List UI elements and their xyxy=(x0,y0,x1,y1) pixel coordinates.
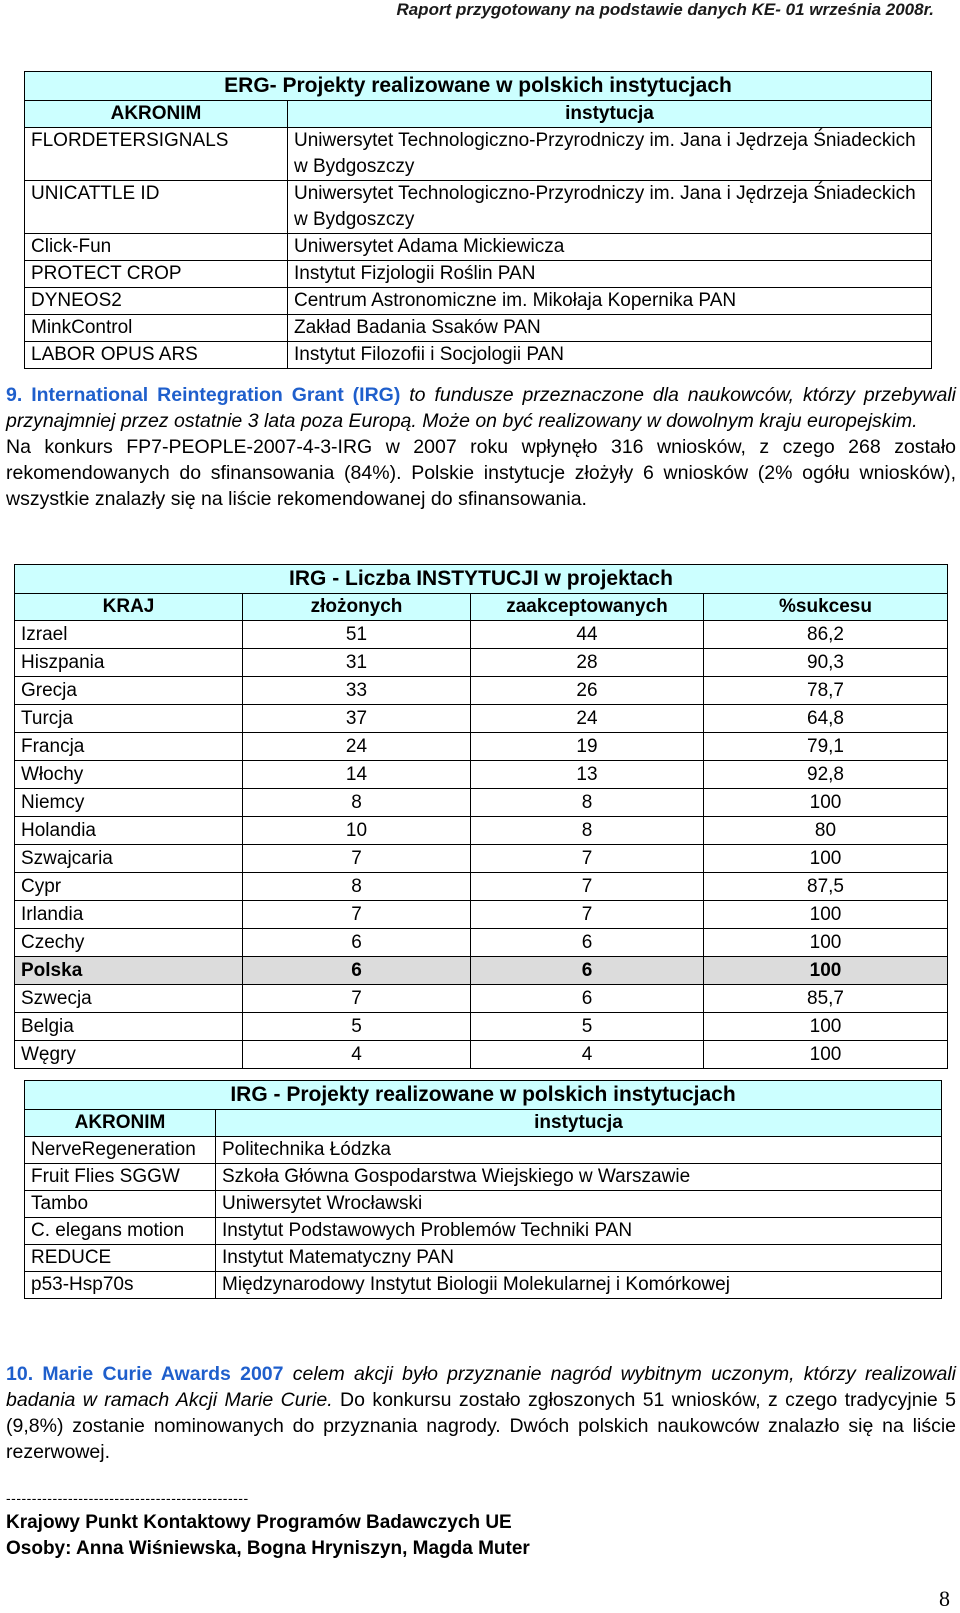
country-cell: Czechy xyxy=(15,929,243,957)
irg-col-accepted: zaakceptowanych xyxy=(471,594,704,621)
footer-people: Osoby: Anna Wiśniewska, Bogna Hryniszyn, Magda Muter xyxy=(6,1538,530,1559)
accepted-cell: 7 xyxy=(471,873,704,901)
table-row xyxy=(15,1041,948,1069)
success-cell: 100 xyxy=(704,929,948,957)
table-row xyxy=(15,845,948,873)
table-row xyxy=(15,873,948,901)
table-row xyxy=(25,288,932,315)
acronym-cell: LABOR OPUS ARS xyxy=(25,342,288,369)
accepted-cell: 6 xyxy=(471,957,704,985)
success-cell: 80 xyxy=(704,817,948,845)
institution-cell: Uniwersytet Wrocławski xyxy=(216,1191,942,1218)
country-cell: Irlandia xyxy=(15,901,243,929)
success-cell: 92,8 xyxy=(704,761,948,789)
submitted-cell: 7 xyxy=(243,985,471,1013)
country-cell: Holandia xyxy=(15,817,243,845)
submitted-cell: 31 xyxy=(243,649,471,677)
accepted-cell: 6 xyxy=(471,929,704,957)
country-cell: Niemcy xyxy=(15,789,243,817)
accepted-cell: 24 xyxy=(471,705,704,733)
success-cell: 100 xyxy=(704,1013,948,1041)
section-10-name: Marie Curie Awards 2007 xyxy=(42,1363,284,1385)
submitted-cell: 5 xyxy=(243,1013,471,1041)
irg-projects-table xyxy=(24,1080,942,1299)
country-cell: Cypr xyxy=(15,873,243,901)
table-row xyxy=(25,315,932,342)
submitted-cell: 33 xyxy=(243,677,471,705)
table-row xyxy=(15,761,948,789)
table-row xyxy=(25,1191,942,1218)
institution-cell: Zakład Badania Ssaków PAN xyxy=(288,315,932,342)
accepted-cell: 19 xyxy=(471,733,704,761)
page-number: 8 xyxy=(939,1586,950,1611)
irg-col-acronym: AKRONIM xyxy=(25,1110,216,1137)
erg-col-acronym: AKRONIM xyxy=(25,101,288,128)
submitted-cell: 10 xyxy=(243,817,471,845)
success-cell: 90,3 xyxy=(704,649,948,677)
section-9-body: Na konkurs FP7-PEOPLE-2007-4-3-IRG w 2007 roku wpłynęło 316 wniosków, z czego 268 zostało rekomendowanych do sfinansowania (84%). Polskie instytucje złożyły 6 wniosków (2% ogółu wniosków), wszystkie znalazły się na liście rekomendowanej do sfinansowania. xyxy=(6,436,956,510)
success-cell: 85,7 xyxy=(704,985,948,1013)
table-row xyxy=(15,957,948,985)
irg-col-submitted: złożonych xyxy=(243,594,471,621)
acronym-cell: C. elegans motion xyxy=(25,1218,216,1245)
table-row xyxy=(15,733,948,761)
accepted-cell: 5 xyxy=(471,1013,704,1041)
erg-table-body xyxy=(25,128,932,369)
institution-cell: Instytut Matematyczny PAN xyxy=(216,1245,942,1272)
page-header: Raport przygotowany na podstawie danych KE- 01 września 2008r. xyxy=(396,0,934,19)
institution-cell: Uniwersytet Technologiczno-Przyrodniczy im. Jana i Jędrzeja Śniadeckich w Bydgoszczy xyxy=(288,128,932,181)
country-cell: Turcja xyxy=(15,705,243,733)
success-cell: 100 xyxy=(704,901,948,929)
submitted-cell: 8 xyxy=(243,789,471,817)
institution-cell: Politechnika Łódzka xyxy=(216,1137,942,1164)
table-row xyxy=(25,1245,942,1272)
country-cell: Francja xyxy=(15,733,243,761)
section-9-description: to fundusze przeznaczone dla naukowców, którzy przebywali przynajmniej przez ostatnie 3 lata poza Europą. Może on być realizowany w dowolnym kraju europejskim. xyxy=(6,384,957,432)
table-row xyxy=(15,705,948,733)
accepted-cell: 8 xyxy=(471,789,704,817)
acronym-cell: p53-Hsp70s xyxy=(25,1272,216,1299)
section-10-body: Do konkursu zostało zgłoszonych 51 wniosków, z czego tradycyjnie 5 (9,8%) zostanie nominowanych do przyznania nagrody. Dwóch polskich naukowców znalazło się na liście rezerwowej. xyxy=(6,1389,956,1463)
institution-cell: Międzynarodowy Instytut Biologii Molekularnej i Komórkowej xyxy=(216,1272,942,1299)
section-10-description: celem akcji było przyznanie nagród wybitnym uczonym, którzy realizowali badania w ramach Akcji Marie Curie. xyxy=(6,1363,956,1411)
erg-table-title: ERG- Projekty realizowane w polskich instytucjach xyxy=(25,72,932,101)
table-row xyxy=(15,677,948,705)
irg-col-institution: instytucja xyxy=(216,1110,942,1137)
success-cell: 100 xyxy=(704,845,948,873)
irg-stats-body xyxy=(15,621,948,1069)
irg-table-title: IRG - Projekty realizowane w polskich instytucjach xyxy=(25,1081,942,1110)
success-cell: 78,7 xyxy=(704,677,948,705)
irg-stats-table xyxy=(14,564,948,1069)
irg-col-country: KRAJ xyxy=(15,594,243,621)
table-row xyxy=(15,901,948,929)
acronym-cell: PROTECT CROP xyxy=(25,261,288,288)
success-cell: 79,1 xyxy=(704,733,948,761)
acronym-cell: REDUCE xyxy=(25,1245,216,1272)
country-cell: Grecja xyxy=(15,677,243,705)
country-cell: Hiszpania xyxy=(15,649,243,677)
section-10 xyxy=(6,1361,956,1465)
table-row xyxy=(25,1137,942,1164)
country-cell: Polska xyxy=(15,957,243,985)
irg-col-success: %sukcesu xyxy=(704,594,948,621)
accepted-cell: 7 xyxy=(471,901,704,929)
accepted-cell: 26 xyxy=(471,677,704,705)
table-row xyxy=(15,1013,948,1041)
country-cell: Węgry xyxy=(15,1041,243,1069)
accepted-cell: 13 xyxy=(471,761,704,789)
submitted-cell: 37 xyxy=(243,705,471,733)
table-row xyxy=(25,1218,942,1245)
erg-col-institution: instytucja xyxy=(288,101,932,128)
institution-cell: Szkoła Główna Gospodarstwa Wiejskiego w Warszawie xyxy=(216,1164,942,1191)
table-row xyxy=(15,985,948,1013)
accepted-cell: 28 xyxy=(471,649,704,677)
footer-divider: ----------------------------------------------- xyxy=(6,1490,249,1506)
table-row xyxy=(25,181,932,234)
section-9 xyxy=(6,382,956,512)
section-9-number: 9. xyxy=(6,384,23,406)
submitted-cell: 7 xyxy=(243,845,471,873)
acronym-cell: Click-Fun xyxy=(25,234,288,261)
submitted-cell: 6 xyxy=(243,957,471,985)
accepted-cell: 4 xyxy=(471,1041,704,1069)
table-row xyxy=(15,621,948,649)
success-cell: 100 xyxy=(704,957,948,985)
submitted-cell: 6 xyxy=(243,929,471,957)
table-row xyxy=(25,342,932,369)
acronym-cell: FLORDETERSIGNALS xyxy=(25,128,288,181)
irg-stats-title: IRG - Liczba INSTYTUCJI w projektach xyxy=(15,565,948,594)
success-cell: 100 xyxy=(704,1041,948,1069)
acronym-cell: NerveRegeneration xyxy=(25,1137,216,1164)
success-cell: 64,8 xyxy=(704,705,948,733)
table-row xyxy=(25,1164,942,1191)
submitted-cell: 14 xyxy=(243,761,471,789)
acronym-cell: MinkControl xyxy=(25,315,288,342)
submitted-cell: 8 xyxy=(243,873,471,901)
accepted-cell: 8 xyxy=(471,817,704,845)
country-cell: Izrael xyxy=(15,621,243,649)
country-cell: Belgia xyxy=(15,1013,243,1041)
table-row xyxy=(15,817,948,845)
institution-cell: Instytut Podstawowych Problemów Techniki PAN xyxy=(216,1218,942,1245)
institution-cell: Uniwersytet Adama Mickiewicza xyxy=(288,234,932,261)
table-row xyxy=(15,649,948,677)
institution-cell: Uniwersytet Technologiczno-Przyrodniczy im. Jana i Jędrzeja Śniadeckich w Bydgoszczy xyxy=(288,181,932,234)
institution-cell: Instytut Fizjologii Roślin PAN xyxy=(288,261,932,288)
submitted-cell: 7 xyxy=(243,901,471,929)
country-cell: Szwecja xyxy=(15,985,243,1013)
table-row xyxy=(25,128,932,181)
acronym-cell: DYNEOS2 xyxy=(25,288,288,315)
submitted-cell: 51 xyxy=(243,621,471,649)
irg-table-body xyxy=(25,1137,942,1299)
country-cell: Szwajcaria xyxy=(15,845,243,873)
erg-projects-table xyxy=(24,71,932,369)
institution-cell: Centrum Astronomiczne im. Mikołaja Kopernika PAN xyxy=(288,288,932,315)
accepted-cell: 6 xyxy=(471,985,704,1013)
acronym-cell: Tambo xyxy=(25,1191,216,1218)
country-cell: Włochy xyxy=(15,761,243,789)
acronym-cell: Fruit Flies SGGW xyxy=(25,1164,216,1191)
accepted-cell: 44 xyxy=(471,621,704,649)
institution-cell: Instytut Filozofii i Socjologii PAN xyxy=(288,342,932,369)
acronym-cell: UNICATTLE ID xyxy=(25,181,288,234)
table-row xyxy=(15,789,948,817)
table-row xyxy=(15,929,948,957)
success-cell: 86,2 xyxy=(704,621,948,649)
success-cell: 87,5 xyxy=(704,873,948,901)
success-cell: 100 xyxy=(704,789,948,817)
submitted-cell: 24 xyxy=(243,733,471,761)
section-9-name: International Reintegration Grant (IRG) xyxy=(31,384,401,406)
footer-organization: Krajowy Punkt Kontaktowy Programów Badawczych UE xyxy=(6,1512,512,1533)
section-10-number: 10. xyxy=(6,1363,34,1385)
table-row xyxy=(25,234,932,261)
submitted-cell: 4 xyxy=(243,1041,471,1069)
accepted-cell: 7 xyxy=(471,845,704,873)
table-row xyxy=(25,261,932,288)
table-row xyxy=(25,1272,942,1299)
